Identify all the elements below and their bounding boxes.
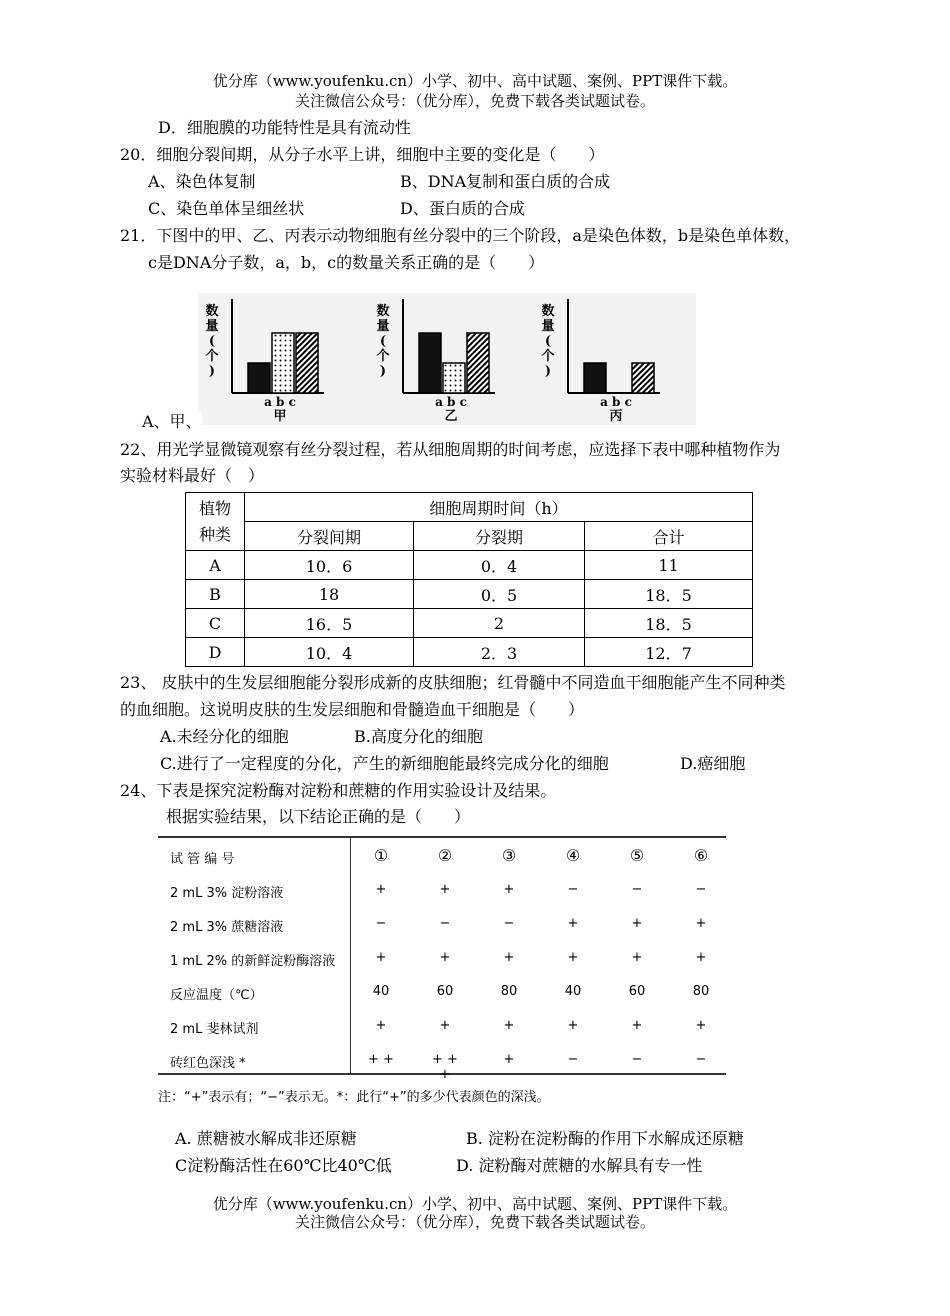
q21-figure <box>198 293 696 425</box>
q22-header-total: 合计 <box>585 522 753 551</box>
q24-row-value: + + + <box>432 1052 458 1082</box>
q20-option-a: A、染色体复制 <box>148 172 256 191</box>
q20-option-c: C、染色单体呈细丝状 <box>148 199 305 218</box>
panel-label: 甲 <box>273 409 287 424</box>
q24-option-c: C淀粉酶活性在60℃比40℃低 <box>175 1156 392 1175</box>
footer-line-2: 关注微信公众号：（优分库），免费下载各类试题试卷。 <box>294 1213 655 1231</box>
y-axis-label-char: 个 <box>541 349 555 364</box>
q24-row-label: 2 mL 斐林试剂 <box>170 1022 259 1037</box>
q24-row-value: + <box>503 1052 515 1067</box>
q21-stem-line-1: 21．下图中的甲、乙、丙表示动物细胞有丝分裂中的三个阶段，a是染色体数，b是染色单体数， <box>120 226 801 245</box>
q24-tube-number: ③ <box>501 846 517 865</box>
q22-row-interphase: 10．6 <box>245 551 414 580</box>
q24-header-label: 试 管 编 号 <box>170 852 235 867</box>
y-axis-label-char: ( <box>544 334 552 349</box>
q24-row-value: − <box>695 882 707 897</box>
q24-tube-number: ① <box>373 846 389 865</box>
q20-option-b: B、DNA复制和蛋白质的合成 <box>400 172 611 191</box>
q24-row-value: + <box>439 882 451 897</box>
q24-row-value: − <box>375 916 387 931</box>
bar-c <box>632 363 654 393</box>
table-row <box>186 609 753 638</box>
q24-row-label: 2 mL 3% 淀粉溶液 <box>170 886 284 901</box>
q24-experiment-table <box>158 836 726 1082</box>
q24-row-value: 40 <box>372 984 390 999</box>
table-row <box>186 638 753 667</box>
header-line-2: 关注微信公众号：（优分库），免费下载各类试题试卷。 <box>294 92 655 110</box>
q22-row-total: 11 <box>585 551 753 580</box>
bar-b <box>443 363 465 393</box>
q24-row-value: − <box>503 916 515 931</box>
q24-row-value: + <box>375 1018 387 1033</box>
q24-row-value: + <box>503 950 515 965</box>
y-axis-label-char: ) <box>208 364 216 379</box>
q24-row-value: + <box>503 1018 515 1033</box>
table-row <box>186 580 753 609</box>
bar-a <box>584 363 606 393</box>
q24-row-value: + <box>631 1018 643 1033</box>
x-tick-labels: a b c <box>264 395 296 409</box>
footer-line-1: 优分库（www.youfenku.cn）小学、初中、高中试题、案例、PPT课件下载。 <box>212 1195 738 1213</box>
q22-header-species-2: 种类 <box>198 524 231 544</box>
q24-row-label: 砖红色深浅 * <box>170 1056 246 1071</box>
q24-row-label: 反应温度（℃） <box>170 988 263 1003</box>
panel-label: 丙 <box>609 409 623 424</box>
q23-option-c: C.进行了一定程度的分化，产生的新细胞能最终完成分化的细胞 <box>160 754 609 773</box>
bar-c <box>296 333 318 393</box>
q24-row-value: + <box>567 950 579 965</box>
q21-bar-charts <box>198 293 696 425</box>
x-tick-labels: a b c <box>435 395 467 409</box>
q22-row-interphase: 18 <box>245 580 414 609</box>
q24-row-value: 80 <box>500 984 518 999</box>
q24-tube-number: ⑤ <box>629 846 645 865</box>
bar-a <box>248 363 270 393</box>
q23-stem-line-2: 的血细胞。这说明皮肤的生发层细胞和骨髓造血干细胞是（ ） <box>120 700 585 719</box>
header-line-1: 优分库（www.youfenku.cn）小学、初中、高中试题、案例、PPT课件下载。 <box>212 72 738 90</box>
q24-row-label: 2 mL 3% 蔗糖溶液 <box>170 920 284 935</box>
q22-header-species <box>186 493 245 551</box>
y-axis-label-char: 个 <box>205 349 219 364</box>
q24-row-value: + <box>375 882 387 897</box>
q23-option-b: B.高度分化的细胞 <box>354 727 483 746</box>
q24-tube-number: ② <box>437 846 453 865</box>
q22-row-total: 18．5 <box>585 580 753 609</box>
q24-tube-number: ④ <box>565 846 581 865</box>
y-axis-label-char: 数 <box>376 304 390 319</box>
q24-row-value: + <box>695 950 707 965</box>
q22-cell-cycle-table <box>185 492 753 667</box>
y-axis-label-char: 数 <box>205 304 219 319</box>
q24-row-value: + <box>439 950 451 965</box>
q24-row-value: + <box>631 916 643 931</box>
q24-option-b: B. 淀粉在淀粉酶的作用下水解成还原糖 <box>466 1129 744 1148</box>
table-row <box>186 551 753 580</box>
q20-option-d: D、蛋白质的合成 <box>400 199 525 218</box>
y-axis-label-char: ( <box>208 334 216 349</box>
q22-stem-line-1: 22、用光学显微镜观察有丝分裂过程，若从细胞周期的时间考虑，应选择下表中哪种植物作为 <box>120 440 781 459</box>
q24-stem: 24、下表是探究淀粉酶对淀粉和蔗糖的作用实验设计及结果。 <box>120 781 557 800</box>
q23-stem-line-1: 23、 皮肤中的生发层细胞能分裂形成新的皮肤细胞；红骨髓中不同造血干细胞能产生不同种类 <box>120 673 786 692</box>
q22-row-division: 0．4 <box>414 551 585 580</box>
y-axis-label-char: 量 <box>541 319 555 334</box>
q22-row-name: A <box>186 551 245 580</box>
q22-header-cycle: 细胞周期时间（h） <box>245 493 753 522</box>
q23-option-d: D.癌细胞 <box>680 754 746 773</box>
y-axis-label-char: ( <box>379 334 387 349</box>
q24-option-d: D. 淀粉酶对蔗糖的水解具有专一性 <box>456 1156 703 1175</box>
q24-sub-stem: 根据实验结果，以下结论正确的是（ ） <box>166 807 471 826</box>
q22-row-division: 2．3 <box>414 638 585 667</box>
y-axis-label-char: 个 <box>376 349 390 364</box>
q24-row-value: − <box>631 882 643 897</box>
q24-row-value: + <box>503 882 515 897</box>
q24-row-value: − <box>567 1052 579 1067</box>
q22-row-interphase: 16．5 <box>245 609 414 638</box>
q24-row-value: + <box>567 1018 579 1033</box>
q24-row-value: 40 <box>564 984 582 999</box>
q24-row-value: + <box>631 950 643 965</box>
q24-row-value: 80 <box>692 984 710 999</box>
q21-option-a-partial: A、甲、 <box>142 412 202 431</box>
q22-row-name: D <box>186 638 245 667</box>
q20-stem: 20．细胞分裂间期，从分子水平上讲，细胞中主要的变化是（ ） <box>120 145 605 164</box>
q22-stem-line-2: 实验材料最好（ ） <box>120 466 265 485</box>
q24-row-value: − <box>567 882 579 897</box>
y-axis-label-char: 量 <box>376 319 390 334</box>
q19-option-d: D．细胞膜的功能特性是具有流动性 <box>158 118 411 137</box>
q23-option-a: A.未经分化的细胞 <box>160 727 289 746</box>
q24-row-value: 60 <box>436 984 454 999</box>
q22-row-interphase: 10．4 <box>245 638 414 667</box>
q22-row-division: 2 <box>414 609 585 638</box>
q24-row-value: − <box>695 1052 707 1067</box>
q24-row-value: + <box>567 916 579 931</box>
y-axis-label-char: ) <box>544 364 552 379</box>
bar-c <box>467 333 489 393</box>
x-tick-labels: a b c <box>600 395 632 409</box>
panel-label: 乙 <box>444 409 458 424</box>
q22-row-name: C <box>186 609 245 638</box>
q24-table-note: 注：“+”表示有；“−”表示无。*：此行“+”的多少代表颜色的深浅。 <box>158 1090 550 1105</box>
q22-row-total: 18．5 <box>585 609 753 638</box>
q22-row-name: B <box>186 580 245 609</box>
bar-a <box>419 333 441 393</box>
q21-stem-line-2: c是DNA分子数，a，b，c的数量关系正确的是（ ） <box>148 253 545 272</box>
q22-header-division: 分裂期 <box>414 522 585 551</box>
q24-row-value: + <box>695 1018 707 1033</box>
q24-row-value: + <box>375 950 387 965</box>
y-axis-label-char: ) <box>379 364 387 379</box>
q24-row-value: + + <box>368 1052 394 1067</box>
q24-row-value: + <box>439 1018 451 1033</box>
q24-row-value: − <box>439 916 451 931</box>
bar-b <box>272 333 294 393</box>
q24-row-value: − <box>631 1052 643 1067</box>
q24-tube-number: ⑥ <box>693 846 709 865</box>
q22-header-species-1: 植物 <box>198 498 231 518</box>
y-axis-label-char: 量 <box>205 319 219 334</box>
q24-option-a: A. 蔗糖被水解成非还原糖 <box>175 1129 357 1148</box>
q22-row-total: 12．7 <box>585 638 753 667</box>
q24-row-value: 60 <box>628 984 646 999</box>
q22-row-division: 0．5 <box>414 580 585 609</box>
q22-header-interphase: 分裂间期 <box>245 522 414 551</box>
q24-row-value: + <box>695 916 707 931</box>
y-axis-label-char: 数 <box>541 304 555 319</box>
q24-row-label: 1 mL 2% 的新鲜淀粉酶溶液 <box>170 954 336 969</box>
